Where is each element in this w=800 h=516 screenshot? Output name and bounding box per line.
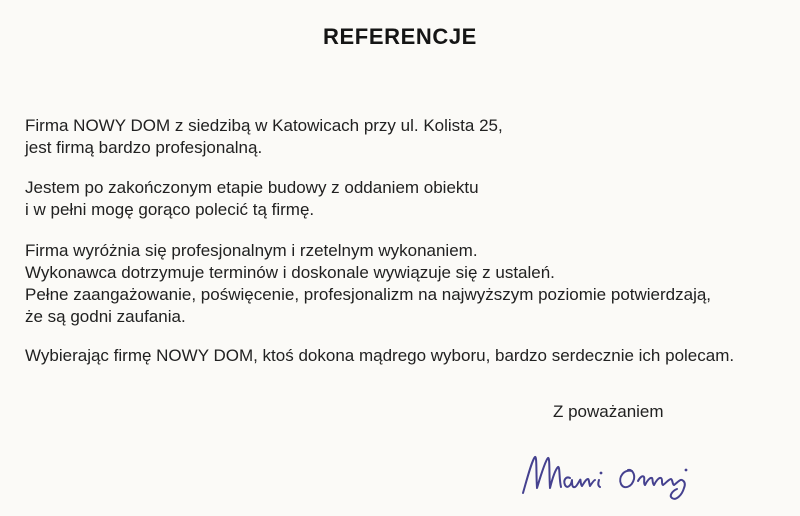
paragraph-company-intro [25,115,780,159]
signature-ink-icon [520,446,720,510]
paragraph-recommendation [25,177,780,221]
paragraph-line: Firma NOWY DOM z siedzibą w Katowicach przy ul. Kolista 25, [25,116,503,135]
paragraph-line: Pełne zaangażowanie, poświęcenie, profesjonalizm na najwyższym poziomie potwierdzają, [25,285,712,304]
paragraph-conclusion [25,345,780,367]
paragraph-line: Firma wyróżnia się profesjonalnym i rzetelnym wykonaniem. [25,241,478,260]
paragraph-line: Wykonawca dotrzymuje terminów i doskonale wywiązuje się z ustaleń. [25,263,555,282]
paragraph-line: Wybierając firmę NOWY DOM, ktoś dokona mądrego wyboru, bardzo serdecznie ich polecam. [25,346,735,365]
closing-salutation: Z poważaniem [553,402,664,421]
paragraph-line: jest firmą bardzo profesjonalną. [25,138,263,157]
document-title: REFERENCJE [323,24,477,49]
paragraph-line: Jestem po zakończonym etapie budowy z oddaniem obiektu [25,178,479,197]
paragraph-line: i w pełni mogę gorąco polecić tą firmę. [25,200,315,219]
paragraph-line: że są godni zaufania. [25,307,186,326]
paragraph-qualities [25,240,780,328]
handwritten-signature [520,446,720,510]
